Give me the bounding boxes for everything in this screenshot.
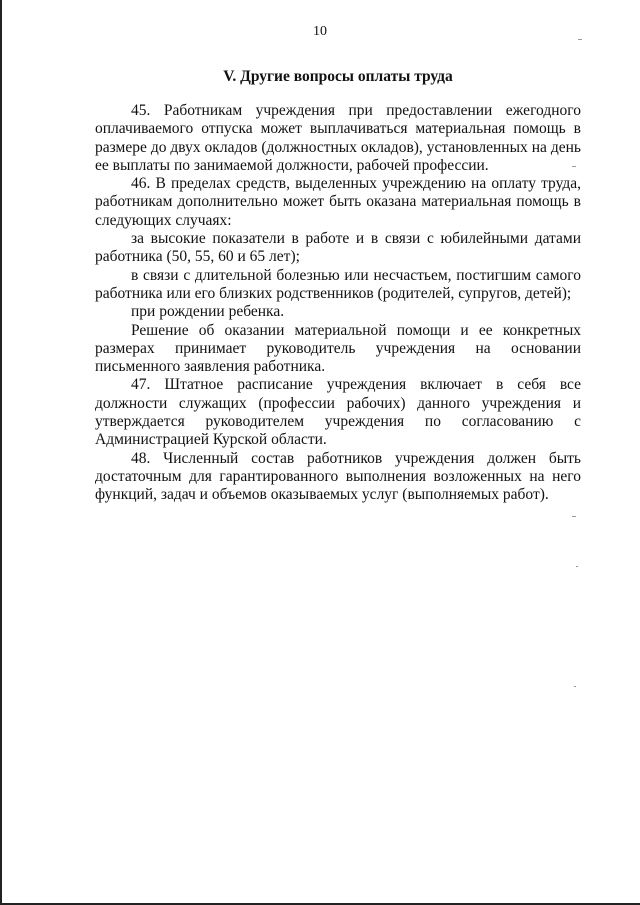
paragraph-48: 48. Численный состав работников учреждения должен быть достаточным для гарантированного выполнения возложенных на него функций, задач и объемов оказываемых услуг (выполняемых работ).	[95, 449, 581, 504]
paragraph-46-decision: Решение об оказании материальной помощи и ее конкретных размерах принимает руководитель учреждения на основании письменного заявления работника.	[95, 321, 581, 376]
paragraph-46-case-birth: при рождении ребенка.	[131, 303, 285, 321]
paragraph-47: 47. Штатное расписание учреждения включает в себя все должности служащих (профессии рабочих) данного учреждения и утверждается руководителем учреждения по согласованию с Администрацией Курской области.	[95, 376, 581, 449]
page-number: 10	[313, 24, 327, 39]
scan-left-edge	[0, 0, 2, 905]
scan-speck	[578, 39, 582, 40]
section-title: V. Другие вопросы оплаты труда	[223, 68, 453, 85]
paragraph-46-case-jubilee: за высокие показатели в работе и в связи с юбилейными датами работника (50, 55, 60 и 65 лет);	[95, 230, 581, 266]
paragraph-45: 45. Работникам учреждения при предоставлении ежегодного оплачиваемого отпуска может выплачиваться материальная помощь в размере до двух окладов (должностных окладов), установленных на день ее выплаты по занимаемой должности, рабочей профессии.	[95, 102, 581, 174]
scan-speck	[576, 566, 578, 567]
document-body	[95, 102, 581, 505]
scan-speck	[574, 686, 576, 687]
scan-speck	[572, 516, 576, 517]
scan-speck	[572, 166, 576, 167]
paragraph-46-case-illness: в связи с длительной болезнью или несчастьем, постигшим самого работника или его близких родственников (родителей, супругов, детей);	[95, 266, 581, 302]
paragraph-46: 46. В пределах средств, выделенных учреждению на оплату труда, работникам дополнительно может быть оказана материальная помощь в следующих случаях:	[95, 175, 581, 229]
